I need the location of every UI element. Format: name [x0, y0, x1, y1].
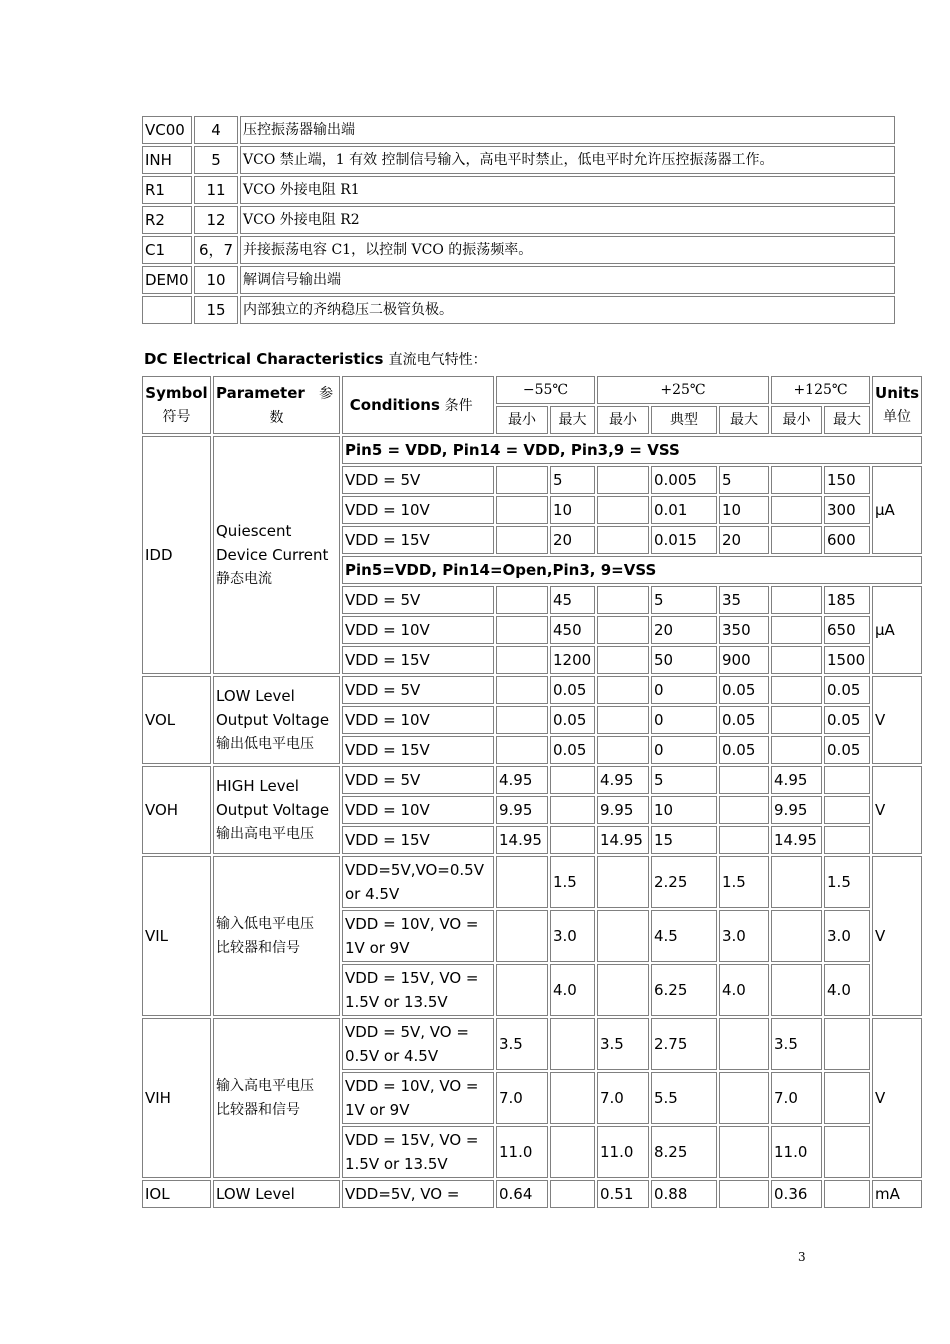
value-cell: 10: [550, 496, 595, 524]
value-cell: 3.0: [550, 910, 595, 962]
value-cell: 5: [719, 466, 769, 494]
value-cell: [719, 766, 769, 794]
value-cell: [496, 910, 548, 962]
value-cell: 10: [651, 796, 717, 824]
parameter-text: 静态电流: [216, 571, 272, 587]
parameter-cell: [213, 766, 340, 854]
condition-line: 1V or 9V: [345, 939, 410, 957]
value-cell: 0.88: [651, 1180, 717, 1208]
value-cell: [771, 466, 822, 494]
value-cell: [824, 766, 870, 794]
value-cell: 1.5: [550, 856, 595, 908]
symbol-cell: VOL: [142, 676, 211, 764]
condition-cell: VDD = 15V: [342, 526, 494, 554]
value-cell: [597, 676, 649, 704]
condition-cell: [342, 910, 494, 962]
pin-row: [142, 116, 895, 144]
value-cell: 14.95: [597, 826, 649, 854]
data-row: [142, 676, 922, 704]
value-cell: [719, 1126, 769, 1178]
value-cell: 0.05: [719, 736, 769, 764]
condition-line: or 4.5V: [345, 885, 400, 903]
value-cell: 3.5: [597, 1018, 649, 1070]
value-cell: [496, 676, 548, 704]
condition-cell: [342, 964, 494, 1016]
parameter-text: 输入低电平电压: [216, 916, 314, 932]
condition-cell: [342, 856, 494, 908]
value-cell: 300: [824, 496, 870, 524]
value-cell: [824, 1180, 870, 1208]
parameter-cell: [213, 676, 340, 764]
header-symbol-cn: 符号: [162, 409, 191, 425]
parameter-text: LOW Level: [216, 1185, 295, 1203]
value-cell: 650: [824, 616, 870, 644]
value-cell: 4.95: [496, 766, 548, 794]
value-cell: 0.05: [550, 736, 595, 764]
parameter-text: 比较器和信号: [216, 940, 300, 956]
value-cell: 4.5: [651, 910, 717, 962]
condition-cell: VDD = 10V: [342, 616, 494, 644]
value-cell: 3.0: [824, 910, 870, 962]
value-cell: 600: [824, 526, 870, 554]
value-cell: 4.0: [550, 964, 595, 1016]
unit-cell: mA: [872, 1180, 922, 1208]
value-cell: 0.005: [651, 466, 717, 494]
pin-description-table: [140, 114, 897, 326]
value-cell: [550, 766, 595, 794]
value-cell: 5.5: [651, 1072, 717, 1124]
value-cell: 9.95: [597, 796, 649, 824]
header-parameter-cn-2: 数: [269, 409, 284, 426]
value-cell: 45: [550, 586, 595, 614]
section-heading: [144, 349, 487, 369]
value-cell: [597, 736, 649, 764]
value-cell: 0: [651, 676, 717, 704]
value-cell: [496, 736, 548, 764]
value-cell: [771, 910, 822, 962]
value-cell: 450: [550, 616, 595, 644]
value-cell: [771, 496, 822, 524]
value-cell: 11.0: [597, 1126, 649, 1178]
condition-cell: VDD = 5V: [342, 586, 494, 614]
value-cell: [824, 796, 870, 824]
parameter-text: 输入高电平电压: [216, 1078, 314, 1094]
parameter-text: Output Voltage: [216, 801, 330, 819]
value-cell: [597, 646, 649, 674]
value-cell: [496, 964, 548, 1016]
condition-cell: [342, 1126, 494, 1178]
condition-cell: VDD = 15V: [342, 736, 494, 764]
data-row: [142, 766, 922, 794]
condition-cell: VDD=5V, VO =: [342, 1180, 494, 1208]
symbol-cell: VIL: [142, 856, 211, 1016]
header-symbol-cell: [142, 376, 211, 434]
value-cell: 9.95: [496, 796, 548, 824]
value-cell: [824, 826, 870, 854]
header-symbol: Symbol: [145, 384, 208, 402]
pin-name: R1: [142, 176, 192, 204]
value-cell: [496, 466, 548, 494]
value-cell: 11.0: [496, 1126, 548, 1178]
value-cell: [597, 496, 649, 524]
pin-description: 解调信号输出端: [240, 266, 895, 294]
header-conditions: Conditions: [349, 395, 440, 414]
header-units-cell: [872, 376, 922, 434]
value-cell: 14.95: [771, 826, 822, 854]
value-cell: 0.05: [550, 676, 595, 704]
value-cell: 0.05: [824, 736, 870, 764]
value-cell: [771, 646, 822, 674]
value-cell: [496, 586, 548, 614]
symbol-cell: VOH: [142, 766, 211, 854]
value-cell: 14.95: [496, 826, 548, 854]
value-cell: 4.0: [719, 964, 769, 1016]
value-cell: [771, 676, 822, 704]
parameter-text: 输出高电平电压: [216, 826, 314, 842]
value-cell: [597, 856, 649, 908]
symbol-cell: VIH: [142, 1018, 211, 1178]
condition-line: VDD=5V,VO=0.5V: [345, 861, 484, 879]
condition-cell: VDD = 10V: [342, 706, 494, 734]
value-cell: 20: [719, 526, 769, 554]
parameter-cell: [213, 1018, 340, 1178]
unit-cell: V: [872, 766, 922, 854]
value-cell: [496, 496, 548, 524]
value-cell: 5: [651, 586, 717, 614]
value-cell: 11.0: [771, 1126, 822, 1178]
value-cell: [597, 616, 649, 644]
value-cell: 1.5: [824, 856, 870, 908]
symbol-cell: IOL: [142, 1180, 211, 1208]
value-cell: [550, 796, 595, 824]
header-min: 最小: [496, 406, 548, 434]
header-row-1: [142, 376, 922, 404]
value-cell: [824, 1126, 870, 1178]
pin-description: 并接振荡电容 C1，以控制 VCO 的振荡频率。: [240, 236, 895, 264]
value-cell: 1500: [824, 646, 870, 674]
value-cell: 0.015: [651, 526, 717, 554]
condition-cell: VDD = 5V: [342, 766, 494, 794]
header-parameter-cn-1: 参: [319, 385, 334, 402]
pin-row: [142, 236, 895, 264]
condition-cell: VDD = 10V: [342, 796, 494, 824]
header-conditions-cell: [342, 376, 494, 434]
parameter-text: 比较器和信号: [216, 1102, 300, 1118]
pin-row: [142, 266, 895, 294]
value-cell: 15: [651, 826, 717, 854]
condition-line: VDD = 10V, VO =: [345, 915, 479, 933]
header-min: 最小: [771, 406, 822, 434]
value-cell: 0.64: [496, 1180, 548, 1208]
parameter-text: Output Voltage: [216, 711, 330, 729]
value-cell: 3.0: [719, 910, 769, 962]
header-parameter-cell: [213, 376, 340, 434]
value-cell: [496, 706, 548, 734]
condition-line: 1V or 9V: [345, 1101, 410, 1119]
pin-row: [142, 296, 895, 324]
value-cell: 350: [719, 616, 769, 644]
pin-description: VCO 禁止端，1 有效 控制信号输入，高电平时禁止，低电平时允许压控振荡器工作。: [240, 146, 895, 174]
dc-characteristics-table: [140, 374, 924, 1210]
value-cell: 4.95: [771, 766, 822, 794]
value-cell: 5: [550, 466, 595, 494]
pin-name: R2: [142, 206, 192, 234]
header-temp-m55: −55℃: [496, 376, 595, 404]
value-cell: [597, 466, 649, 494]
value-cell: 5: [651, 766, 717, 794]
pin-description: 压控振荡器输出端: [240, 116, 895, 144]
value-cell: [771, 736, 822, 764]
value-cell: [824, 1018, 870, 1070]
condition-cell: [342, 1018, 494, 1070]
header-conditions-cn: 条件: [444, 397, 473, 414]
condition-line: VDD = 15V, VO =: [345, 1131, 479, 1149]
condition-line: VDD = 15V, VO =: [345, 969, 479, 987]
value-cell: 20: [550, 526, 595, 554]
value-cell: [496, 616, 548, 644]
value-cell: [550, 1180, 595, 1208]
value-cell: 6.25: [651, 964, 717, 1016]
value-cell: [496, 856, 548, 908]
header-min: 最小: [597, 406, 649, 434]
header-max: 最大: [824, 406, 870, 434]
pin-number: 5: [194, 146, 238, 174]
value-cell: [496, 646, 548, 674]
section-subtitle: 直流电气特性：: [388, 352, 487, 368]
value-cell: [597, 910, 649, 962]
header-units: Units: [875, 384, 920, 402]
pin-number: 15: [194, 296, 238, 324]
value-cell: [496, 526, 548, 554]
value-cell: 900: [719, 646, 769, 674]
condition-line: VDD = 10V, VO =: [345, 1077, 479, 1095]
parameter-text: LOW Level: [216, 687, 295, 705]
value-cell: 7.0: [771, 1072, 822, 1124]
condition-line: 1.5V or 13.5V: [345, 993, 448, 1011]
value-cell: 0: [651, 706, 717, 734]
value-cell: [597, 706, 649, 734]
header-max: 最大: [719, 406, 769, 434]
parameter-text: Device Current: [216, 546, 329, 564]
pin-name: [142, 296, 192, 324]
data-row: [142, 1180, 922, 1208]
value-cell: 3.5: [496, 1018, 548, 1070]
idd-label-row: [142, 436, 922, 464]
value-cell: [719, 1072, 769, 1124]
parameter-text: 输出低电平电压: [216, 736, 314, 752]
pin-row: [142, 176, 895, 204]
pin-number: 6，7: [194, 236, 238, 264]
symbol-cell: IDD: [142, 436, 211, 674]
condition-cell: VDD = 15V: [342, 646, 494, 674]
condition-cell: VDD = 15V: [342, 826, 494, 854]
section-title: DC Electrical Characteristics: [144, 350, 384, 368]
value-cell: [771, 526, 822, 554]
parameter-text: Quiescent: [216, 522, 292, 540]
value-cell: [719, 826, 769, 854]
value-cell: 0.05: [550, 706, 595, 734]
condition-line: 1.5V or 13.5V: [345, 1155, 448, 1173]
pin-name: VC00: [142, 116, 192, 144]
data-row: [142, 856, 922, 908]
condition-line: VDD = 5V, VO =: [345, 1023, 469, 1041]
pin-description: 内部独立的齐纳稳压二极管负极。: [240, 296, 895, 324]
header-typ: 典型: [651, 406, 717, 434]
pin-description: VCO 外接电阻 R1: [240, 176, 895, 204]
pin-number: 11: [194, 176, 238, 204]
value-cell: 0.36: [771, 1180, 822, 1208]
value-cell: [719, 1180, 769, 1208]
page-number: 3: [798, 1250, 806, 1264]
unit-cell: V: [872, 856, 922, 1016]
value-cell: [597, 964, 649, 1016]
pin-row: [142, 206, 895, 234]
value-cell: [771, 964, 822, 1016]
value-cell: 0.05: [719, 706, 769, 734]
value-cell: 0.05: [824, 676, 870, 704]
condition-group-label: Pin5=VDD, Pin14=Open,Pin3, 9=VSS: [342, 556, 922, 584]
value-cell: 0.01: [651, 496, 717, 524]
condition-cell: VDD = 5V: [342, 676, 494, 704]
value-cell: [771, 856, 822, 908]
value-cell: 35: [719, 586, 769, 614]
unit-cell: V: [872, 1018, 922, 1178]
value-cell: [550, 1126, 595, 1178]
value-cell: [824, 1072, 870, 1124]
condition-group-label: Pin5 = VDD, Pin14 = VDD, Pin3,9 = VSS: [342, 436, 922, 464]
parameter-cell: [213, 436, 340, 674]
unit-cell: μA: [872, 466, 922, 554]
value-cell: [550, 1018, 595, 1070]
header-temp-25: +25℃: [597, 376, 769, 404]
value-cell: 0: [651, 736, 717, 764]
value-cell: 7.0: [496, 1072, 548, 1124]
condition-cell: VDD = 5V: [342, 466, 494, 494]
condition-cell: VDD = 10V: [342, 496, 494, 524]
value-cell: 0.05: [719, 676, 769, 704]
value-cell: 1.5: [719, 856, 769, 908]
value-cell: 2.75: [651, 1018, 717, 1070]
parameter-text: HIGH Level: [216, 777, 299, 795]
pin-name: INH: [142, 146, 192, 174]
header-parameter: Parameter: [216, 383, 305, 402]
pin-number: 4: [194, 116, 238, 144]
condition-line: 0.5V or 4.5V: [345, 1047, 439, 1065]
value-cell: 0.05: [824, 706, 870, 734]
unit-cell: μA: [872, 586, 922, 674]
value-cell: 8.25: [651, 1126, 717, 1178]
header-max: 最大: [550, 406, 595, 434]
value-cell: [771, 616, 822, 644]
value-cell: 7.0: [597, 1072, 649, 1124]
value-cell: 4.0: [824, 964, 870, 1016]
pin-number: 12: [194, 206, 238, 234]
value-cell: [771, 586, 822, 614]
value-cell: [597, 526, 649, 554]
pin-name: C1: [142, 236, 192, 264]
value-cell: 3.5: [771, 1018, 822, 1070]
pin-row: [142, 146, 895, 174]
condition-cell: [342, 1072, 494, 1124]
unit-cell: V: [872, 676, 922, 764]
value-cell: 20: [651, 616, 717, 644]
value-cell: 150: [824, 466, 870, 494]
value-cell: 4.95: [597, 766, 649, 794]
value-cell: 0.51: [597, 1180, 649, 1208]
data-row: [142, 1018, 922, 1070]
value-cell: 10: [719, 496, 769, 524]
value-cell: 185: [824, 586, 870, 614]
value-cell: [550, 826, 595, 854]
pin-number: 10: [194, 266, 238, 294]
value-cell: [771, 706, 822, 734]
pin-description: VCO 外接电阻 R2: [240, 206, 895, 234]
value-cell: 1200: [550, 646, 595, 674]
value-cell: [550, 1072, 595, 1124]
value-cell: [719, 1018, 769, 1070]
parameter-cell: [213, 1180, 340, 1208]
value-cell: [597, 586, 649, 614]
value-cell: [719, 796, 769, 824]
parameter-cell: [213, 856, 340, 1016]
header-units-cn: 单位: [883, 409, 912, 425]
value-cell: 50: [651, 646, 717, 674]
pin-name: DEM0: [142, 266, 192, 294]
value-cell: 9.95: [771, 796, 822, 824]
header-temp-125: +125℃: [771, 376, 870, 404]
value-cell: 2.25: [651, 856, 717, 908]
